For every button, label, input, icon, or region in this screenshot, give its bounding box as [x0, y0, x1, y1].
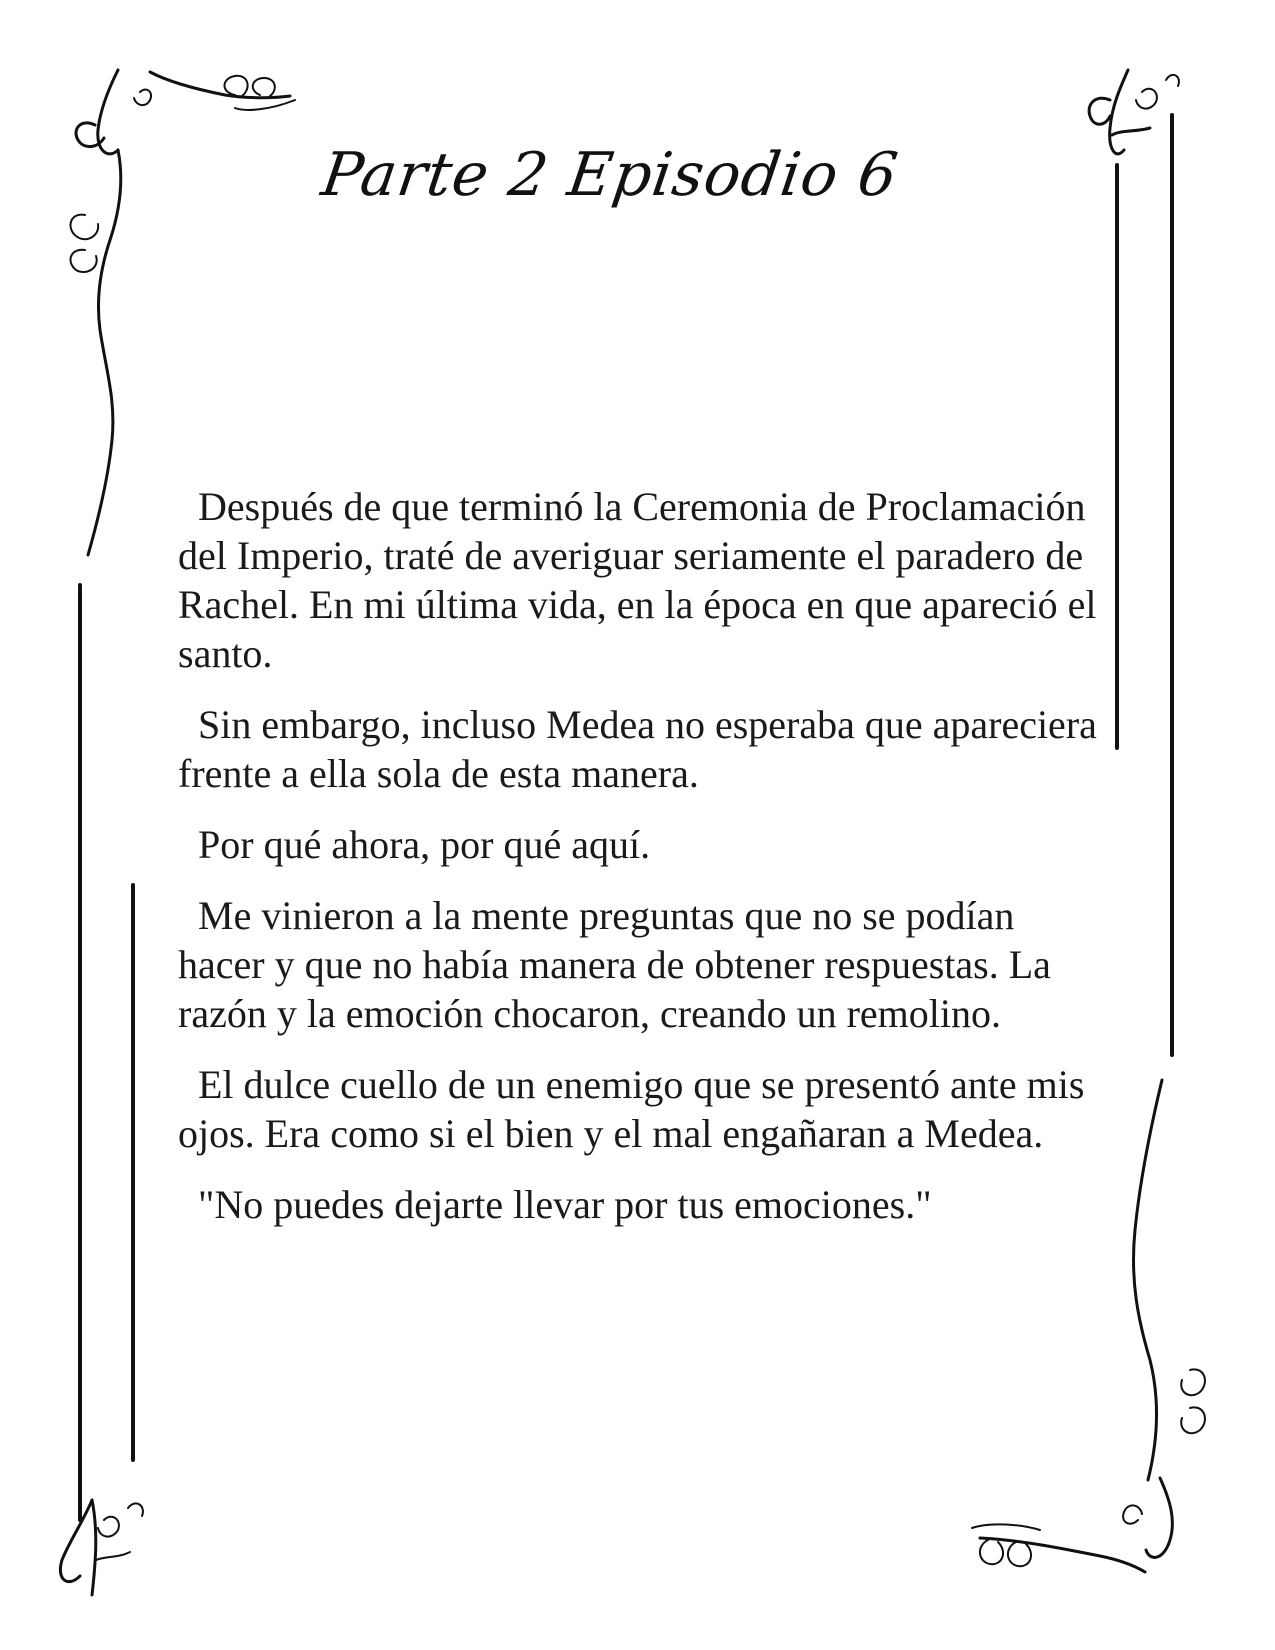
paragraph: Me vinieron a la mente preguntas que no se podían hacer y que no había manera de obtener respuestas. La razón y la emoción chocaron, creando un remolino.	[178, 893, 1051, 1036]
paragraph: El dulce cuello de un enemigo que se presentó ante mis ojos. Era como si el bien y el mal engañaran a Medea.	[178, 1062, 1085, 1156]
bottom-left-flourish-ornament	[60, 1500, 143, 1595]
paragraph: Después de que terminó la Ceremonia de Proclamación del Imperio, traté de averiguar seriamente el paradero de Rachel. En mi última vida, en la época en que apareció el santo.	[178, 484, 1097, 676]
page-title: Parte 2 Episodio 6	[317, 140, 903, 210]
top-right-flourish-ornament	[1089, 70, 1179, 154]
paragraph: Por qué ahora, por qué aquí.	[198, 822, 651, 867]
paragraph: Sin embargo, incluso Medea no esperaba que apareciera frente a ella sola de esta manera.	[178, 702, 1097, 796]
body-text	[178, 482, 1098, 1251]
paragraph: "No puedes dejarte llevar por tus emociones."	[198, 1182, 932, 1227]
